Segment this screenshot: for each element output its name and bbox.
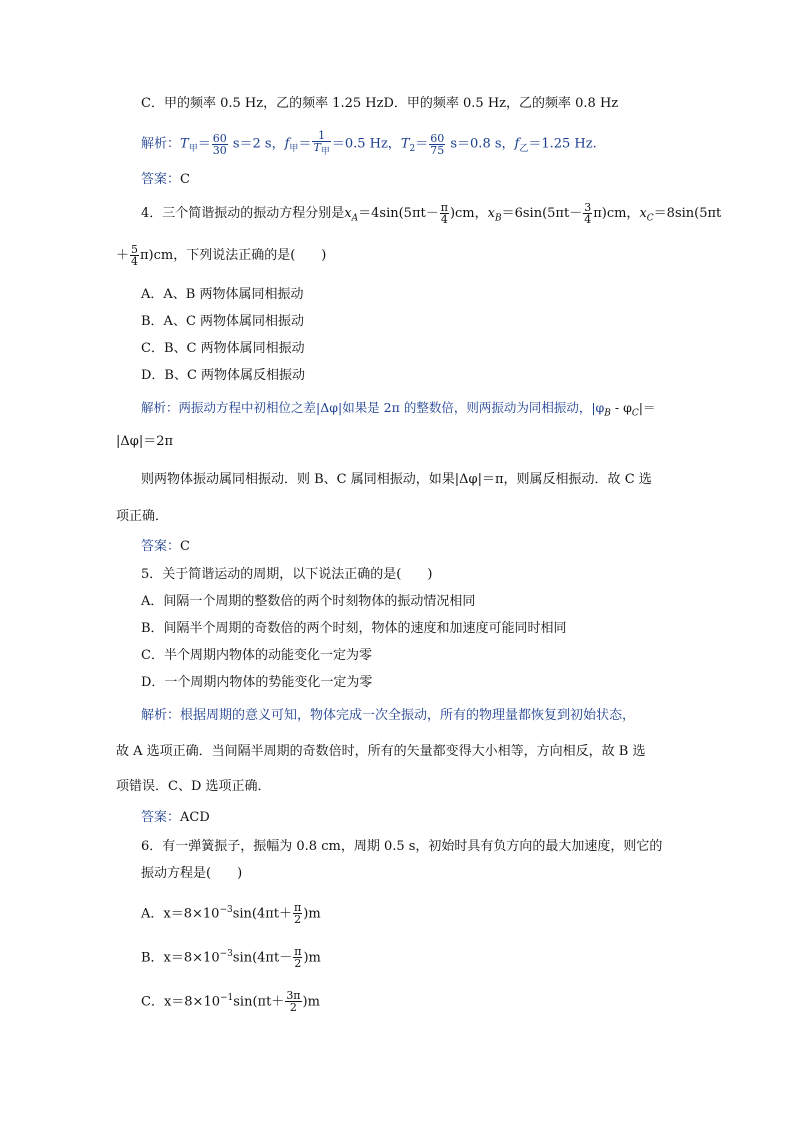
option-text: A．A、B 两物体属同相振动: [141, 287, 304, 302]
q5-explanation-line3: [116, 777, 271, 797]
q4-stem-line2: [116, 244, 326, 267]
text: ＋: [116, 248, 130, 263]
q4-option-a: [141, 285, 303, 305]
option-text: C．甲的频率 0.5 Hz，乙的频率 1.25 HzD．甲的频率 0.5 Hz，乙的频率 0.8 Hz: [141, 96, 619, 111]
option-text: C．半个周期内物体的动能变化一定为零: [141, 648, 372, 663]
q5-answer: [141, 808, 210, 828]
subscript: 甲: [320, 147, 330, 158]
text: 解析：根据周期的意义可知，物体完成一次全振动，所有的物理量都恢复到初始状态，: [141, 708, 636, 723]
equals: ＝: [197, 136, 211, 152]
denominator: 4: [440, 213, 448, 226]
option-text: B．间隔半个周期的奇数倍的两个时刻，物体的速度和加速度可能同时相同: [141, 621, 567, 636]
q3-answer: [141, 170, 190, 190]
explanation-label: 解析：: [141, 136, 181, 152]
text: |＝: [638, 400, 656, 415]
symbol-x: x: [639, 206, 647, 221]
numerator: 5: [131, 243, 139, 256]
denominator: 4: [131, 255, 139, 268]
subscript: B: [604, 408, 611, 419]
q6-option-b: [141, 944, 321, 969]
text: 故 A 选项正确．当间隔半周期的奇数倍时，所有的矢量都变得大小相等，方向相反，故 B 选: [116, 744, 646, 759]
q4-answer: [141, 537, 190, 557]
text: ＝4sin(5πt－: [358, 206, 439, 221]
option-text: A．间隔一个周期的整数倍的两个时刻物体的振动情况相同: [141, 594, 476, 609]
fraction-60-30: [212, 133, 228, 156]
text: ＝8sin(5πt: [653, 206, 722, 221]
fraction-3pi-2: [285, 990, 301, 1013]
text: 振动方程是( ): [141, 866, 243, 881]
text: )cm，: [449, 206, 488, 221]
q4-option-b: [141, 312, 304, 332]
text: A．x＝8×10: [141, 906, 220, 922]
symbol-x: x: [487, 206, 495, 221]
fraction-1-T: [312, 130, 330, 158]
q4-explanation-line3: [141, 470, 652, 490]
text: B．x＝8×10: [141, 950, 220, 966]
text: ＝6sin(5πt－: [501, 206, 583, 221]
numerator: 3: [584, 201, 592, 214]
fraction-pi-4: [440, 202, 449, 225]
equals: ＝: [298, 136, 312, 152]
fraction-60-75: [429, 133, 445, 156]
denominator: 2: [294, 913, 302, 927]
option-text: C．B、C 两物体属同相振动: [141, 341, 305, 356]
numerator: 60: [430, 131, 445, 145]
numerator: 60: [212, 131, 227, 145]
q5-option-c: [141, 646, 372, 666]
fraction-3-4: [583, 202, 592, 225]
subscript: 乙: [519, 144, 529, 155]
fraction-pi-2: [293, 902, 302, 925]
text: π)cm，下列说法正确的是( ): [140, 248, 327, 263]
text: 5．关于简谐运动的周期，以下说法正确的是( ): [141, 567, 433, 582]
option-text: D．B、C 两物体属反相振动: [141, 368, 306, 383]
subscript: C: [631, 408, 639, 419]
option-text: D．一个周期内物体的势能变化一定为零: [141, 675, 373, 690]
numerator: 3π: [286, 989, 301, 1003]
answer-value: C: [180, 539, 190, 554]
q4-stem-line1: [141, 202, 721, 229]
denominator: 2: [289, 1001, 297, 1015]
text: s＝2 s，: [228, 136, 285, 152]
answer-value: ACD: [180, 810, 210, 825]
subscript: 甲: [188, 144, 198, 155]
text: ＝0.5 Hz，: [331, 136, 401, 152]
numerator: π: [294, 901, 302, 915]
text: sin(4πt－: [232, 950, 293, 966]
symbol-x: x: [344, 206, 352, 221]
text: 4．三个简谐振动的振动方程分别是: [141, 206, 345, 221]
symbol-T: T: [313, 141, 321, 154]
symbol-f: f: [514, 136, 520, 152]
denominator: [312, 142, 330, 158]
text: )m: [302, 994, 320, 1010]
text: sin(4πt＋: [232, 906, 293, 922]
answer-value: C: [180, 172, 190, 187]
subscript: 2: [409, 144, 416, 155]
q5-stem: [141, 565, 432, 585]
symbol-f: f: [284, 136, 290, 152]
fraction-5-4: [130, 244, 139, 267]
text: )m: [303, 906, 321, 922]
q4-explanation-line2: [116, 432, 173, 452]
q5-explanation-line2: [116, 742, 645, 762]
text: )m: [303, 950, 321, 966]
text: C．x＝8×10: [141, 994, 220, 1010]
q4-option-c: [141, 339, 305, 359]
q4-option-d: [141, 366, 305, 386]
q5-explanation-line1: [141, 706, 635, 726]
q3-explanation: [141, 130, 597, 159]
text: 项正确．: [116, 509, 169, 524]
answer-label: 答案：: [141, 539, 181, 554]
subscript: 甲: [289, 144, 299, 155]
text: |Δφ|＝2π: [116, 434, 174, 449]
q6-option-a: [141, 900, 321, 925]
text: ＝1.25 Hz.: [528, 136, 597, 152]
q6-stem-line1: [141, 837, 662, 857]
symbol-T: T: [400, 136, 410, 152]
exponent: −3: [219, 905, 233, 915]
text: s＝0.8 s，: [446, 136, 515, 152]
text: sin(πt＋: [233, 994, 285, 1010]
q5-option-a: [141, 592, 475, 612]
answer-label: 答案：: [141, 810, 181, 825]
numerator: π: [294, 945, 302, 959]
subscript: C: [646, 213, 654, 224]
subscript: A: [351, 213, 359, 224]
fraction-pi-2: [293, 946, 302, 969]
denominator: 4: [584, 213, 592, 226]
denominator: 75: [430, 143, 445, 157]
answer-label: 答案：: [141, 172, 181, 187]
q3-option-cd: [141, 94, 618, 114]
text: 项错误．C、D 选项正确．: [116, 779, 271, 794]
q4-explanation-line4: [116, 507, 168, 527]
text: 6．有一弹簧振子，振幅为 0.8 cm，周期 0.5 s，初始时具有负方向的最大加速度，则它的: [141, 839, 663, 854]
q6-option-c: [141, 988, 320, 1013]
denominator: 30: [212, 143, 227, 157]
text: π)cm，: [593, 206, 640, 221]
text: - φ: [610, 400, 632, 415]
denominator: 2: [294, 957, 302, 971]
numerator: π: [440, 201, 448, 214]
symbol-T: T: [180, 136, 189, 152]
q6-stem-line2: [141, 864, 242, 884]
numerator: 1: [312, 130, 330, 142]
equals: ＝: [415, 136, 429, 152]
text: 解析：两振动方程中初相位之差|Δφ|如果是 2π 的整数倍，则两振动为同相振动，|φ: [141, 400, 605, 415]
q5-option-b: [141, 619, 567, 639]
subscript: B: [494, 213, 502, 224]
q4-explanation-line1: [141, 398, 655, 424]
exponent: −3: [219, 949, 233, 959]
text: 则两物体振动属同相振动．则 B、C 属同相振动，如果|Δφ|＝π，则属反相振动．故 C 选: [141, 472, 652, 487]
q5-option-d: [141, 673, 372, 693]
option-text: B．A、C 两物体属同相振动: [141, 314, 305, 329]
exponent: −1: [219, 993, 234, 1003]
